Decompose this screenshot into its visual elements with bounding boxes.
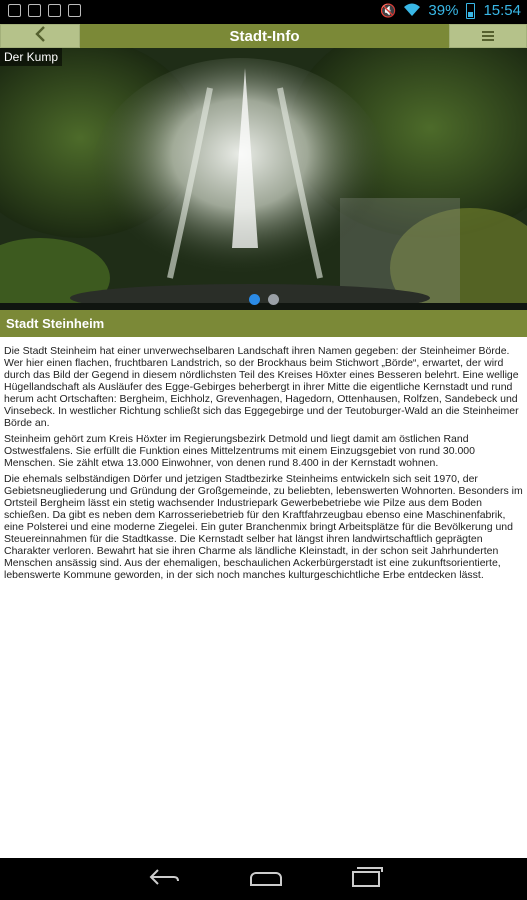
sync-notification-icon [68,4,81,17]
info-text [0,337,527,858]
page-title: Stadt-Info [80,24,449,48]
notification-icons [8,4,81,17]
section-title: Stadt Steinheim [0,310,527,337]
image-caption: Der Kump [0,48,62,66]
recents-icon[interactable] [352,871,380,887]
system-nav-bar [0,858,527,900]
clock: 15:54 [483,2,521,19]
menu-button[interactable] [449,24,527,48]
paragraph: Die Stadt Steinheim hat einer unverwechselbaren Landschaft ihren Namen gegeben: der Steinheimer Börde. Wer hier einen flachen, fruchtbaren Landstrich, so der Brockhaus beim Stichwort „Börde“, erwartet, der wird durch das Bild der Gegend in diesem nördlichsten Teil des Kreises Höxter eines Besseren belehrt. Eine wellige Hügellandschaft als Ausläufer des Egge-Gebirges beherbergt in ihrer Mitte die eigentliche Kernstadt und rund herum acht Ortschaften: Bergheim, Eichholz, Grevenhagen, Hagedorn, Ottenhausen, Rolfzen, Sandebeck und Vinsebeck. In westlicher Richtung schließt sich das Eggegebirge und der Teutoburger-Wald an die Steinheimer Börde an. [4,345,519,429]
paragraph: Steinheim gehört zum Kreis Höxter im Regierungsbezirk Detmold und liegt damit am östlichen Rand Ostwestfalens. Sie erfüllt die Funktion eines Mittelzentrums mit einem Einzugsgebiet von rund 30.000 Menschen. Sie zählt etwa 13.000 Einwohner, von denen rund 8.400 in der Kernstadt wohnen. [4,433,475,469]
system-icons [380,2,521,19]
menu-icon [482,31,494,41]
mute-icon: 🔇 [380,2,397,18]
image-gallery[interactable] [0,48,527,310]
fountain-photo [0,48,527,310]
back-icon[interactable] [148,866,180,892]
mail-notification-icon [48,4,61,17]
action-bar [0,24,527,48]
paragraph: Die ehemals selbständigen Dörfer und jetzigen Stadtbezirke Steinheims entwickeln sich seit 1970, der Gebietsneugliederung und Gründung der Großgemeinde, zu beliebten, lebenswerten Wohnorten. Besonders im Ortsteil Bergheim lässt ein stetig wachsender Industriepark Gewerbebetriebe wie Pilze aus dem Boden schießen. Da gibt es neben dem Karrosseriebetrieb für den Kraftfahrzeugbau ebenso eine Maschinenfabrik, eine Polsterei und eine moderne Ziegelei. Ein guter Branchenmix bringt Arbeitsplätze für die Bevölkerung und Steuereinnahmen für die Stadtkasse. Die Kernstadt selber hat längst ihren landwirtschaftlich geprägten Charakter verloren. Bewahrt hat sie ihren Charme als ländliche Kleinstadt, in der schon seit Jahrhunderten Menschen ansässig sind. Aus der ehemaligen, beschaulichen Ackerbürgerstadt ist eine zukunftsorientierte, lebenswerte Kommune geworden, in der sich noch manches kulturgeschichtliche Erbe entdecken lässt. [4,473,523,581]
wifi-icon [404,3,420,19]
home-icon[interactable] [250,872,282,886]
back-button[interactable] [0,24,80,48]
gallery-notification-icon [28,4,41,17]
pager-dot[interactable] [268,294,279,305]
status-bar [0,0,527,24]
pager-dots [0,294,527,305]
battery-percent: 39% [428,2,459,19]
chevron-left-icon [34,25,46,48]
image-notification-icon [8,4,21,17]
pager-dot[interactable] [249,294,260,305]
battery-icon [466,3,475,19]
